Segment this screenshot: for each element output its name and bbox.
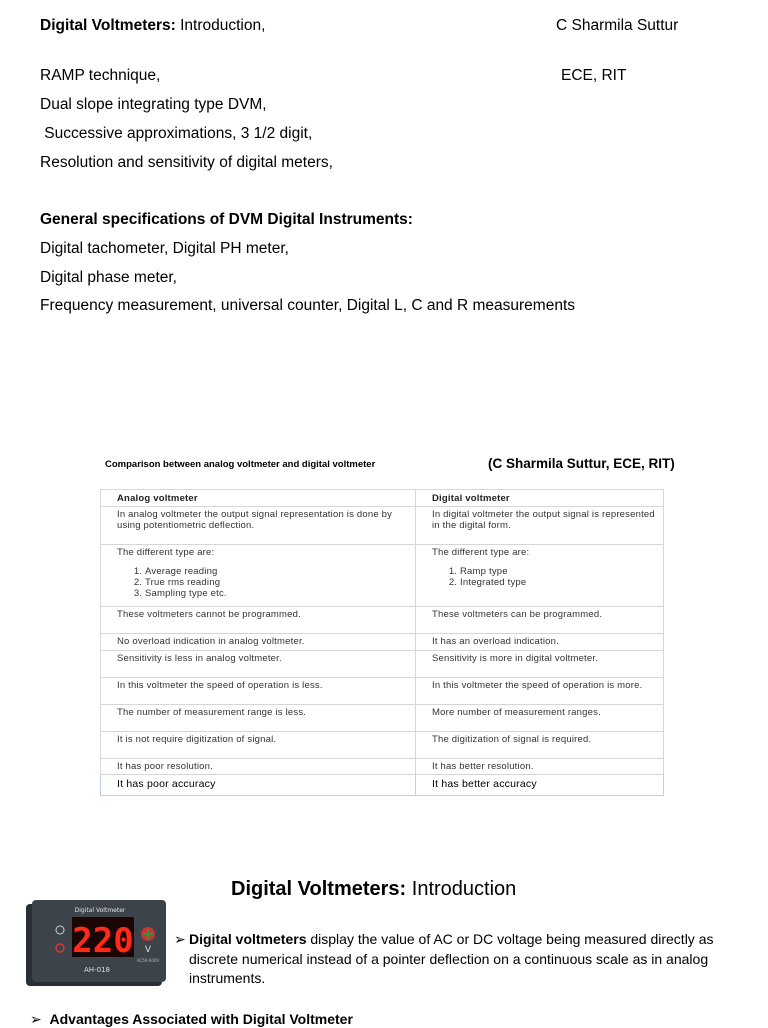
list-item: 1. Ramp type	[460, 566, 655, 577]
topic-line: Dual slope integrating type DVM,	[40, 96, 267, 113]
analog-cell: It has poor accuracy	[101, 775, 416, 796]
list-item: 1. Average reading	[145, 566, 407, 577]
list-item: 2. Integrated type	[460, 577, 655, 588]
analog-cell: The number of measurement range is less.	[101, 705, 416, 732]
topic-line: RAMP technique,	[40, 67, 161, 84]
table-row	[101, 545, 664, 607]
analog-cell: In this voltmeter the speed of operation is less.	[101, 678, 416, 705]
table-row	[101, 507, 664, 545]
digital-voltmeter-image	[26, 896, 166, 990]
digital-voltmeter-bullet	[174, 930, 744, 989]
header-analog: Analog voltmeter	[101, 490, 416, 507]
table-row	[101, 775, 664, 796]
analog-types-intro: The different type are:	[117, 547, 215, 558]
digital-cell: It has an overload indication.	[416, 634, 664, 651]
digital-cell: The digitization of signal is required.	[416, 732, 664, 759]
meter-label: Digital Voltmeter	[74, 907, 126, 914]
list-item: 2. True rms reading	[145, 577, 407, 588]
table-row	[101, 705, 664, 732]
section-heading	[231, 878, 516, 901]
analog-cell: In analog voltmeter the output signal representation is done by using potentiometric deflection.	[101, 507, 416, 545]
section-heading-bold: Digital Voltmeters:	[231, 878, 407, 900]
general-heading: General specifications of DVM Digital Instruments:	[40, 211, 413, 228]
header-title-line	[40, 17, 265, 35]
table-row	[101, 651, 664, 678]
analog-cell: These voltmeters cannot be programmed.	[101, 607, 416, 634]
header-digital: Digital voltmeter	[416, 490, 664, 507]
digital-cell: These voltmeters can be programmed.	[416, 607, 664, 634]
table-row	[101, 678, 664, 705]
analog-types-list	[117, 566, 407, 599]
digital-types-intro: The different type are:	[432, 547, 530, 558]
table-row	[101, 634, 664, 651]
bullet-text: display the value of AC or DC voltage being measured directly as discrete numerical instead of a pointer deflection on a continuous scale as in analog instruments.	[189, 931, 714, 986]
list-item: 3. Sampling type etc.	[145, 588, 407, 599]
bullet-bold: Digital voltmeters	[189, 931, 307, 947]
section-heading-rest: Introduction	[406, 878, 517, 900]
analog-cell: Sensitivity is less in analog voltmeter.	[101, 651, 416, 678]
table-header-row	[101, 490, 664, 507]
comparison-credit: (C Sharmila Suttur, ECE, RIT)	[488, 456, 675, 471]
meter-range: AC50-600V	[136, 958, 160, 963]
comparison-title: Comparison between analog voltmeter and digital voltmeter	[105, 459, 376, 470]
analog-cell: It is not require digitization of signal.	[101, 732, 416, 759]
analog-cell: It has poor resolution.	[101, 759, 416, 775]
table-row	[101, 732, 664, 759]
header-title-rest: Introduction,	[175, 17, 266, 34]
digital-cell: Sensitivity is more in digital voltmeter.	[416, 651, 664, 678]
digital-cell	[416, 545, 664, 607]
analog-cell: No overload indication in analog voltmeter.	[101, 634, 416, 651]
analog-cell	[101, 545, 416, 607]
topic-line: Successive approximations, 3 1/2 digit,	[40, 125, 313, 142]
meter-unit: V	[144, 945, 152, 955]
digital-cell: In digital voltmeter the output signal is represented in the digital form.	[416, 507, 664, 545]
digital-types-list	[432, 566, 655, 588]
arrow-bullet-icon: ➢	[174, 931, 186, 947]
general-item: Digital phase meter,	[40, 269, 177, 286]
table-row	[101, 759, 664, 775]
topic-line: Resolution and sensitivity of digital meters,	[40, 154, 333, 171]
digital-cell: More number of measurement ranges.	[416, 705, 664, 732]
table-row	[101, 607, 664, 634]
header-affiliation: ECE, RIT	[561, 67, 627, 84]
meter-model: AH-018	[84, 966, 110, 974]
advantages-heading: Advantages Associated with Digital Voltmeter	[49, 1011, 353, 1027]
digital-cell: It has better resolution.	[416, 759, 664, 775]
digital-cell: In this voltmeter the speed of operation is more.	[416, 678, 664, 705]
arrow-bullet-icon: ➢	[30, 1011, 42, 1027]
header-author: C Sharmila Suttur	[556, 17, 679, 34]
advantages-line	[30, 1011, 353, 1028]
general-item: Frequency measurement, universal counter, Digital L, C and R measurements	[40, 297, 575, 314]
digital-cell: It has better accuracy	[416, 775, 664, 796]
header-title-bold: Digital Voltmeters:	[40, 17, 176, 34]
meter-display-digits: 220	[72, 921, 134, 961]
general-item: Digital tachometer, Digital PH meter,	[40, 240, 289, 257]
comparison-table	[100, 489, 664, 796]
